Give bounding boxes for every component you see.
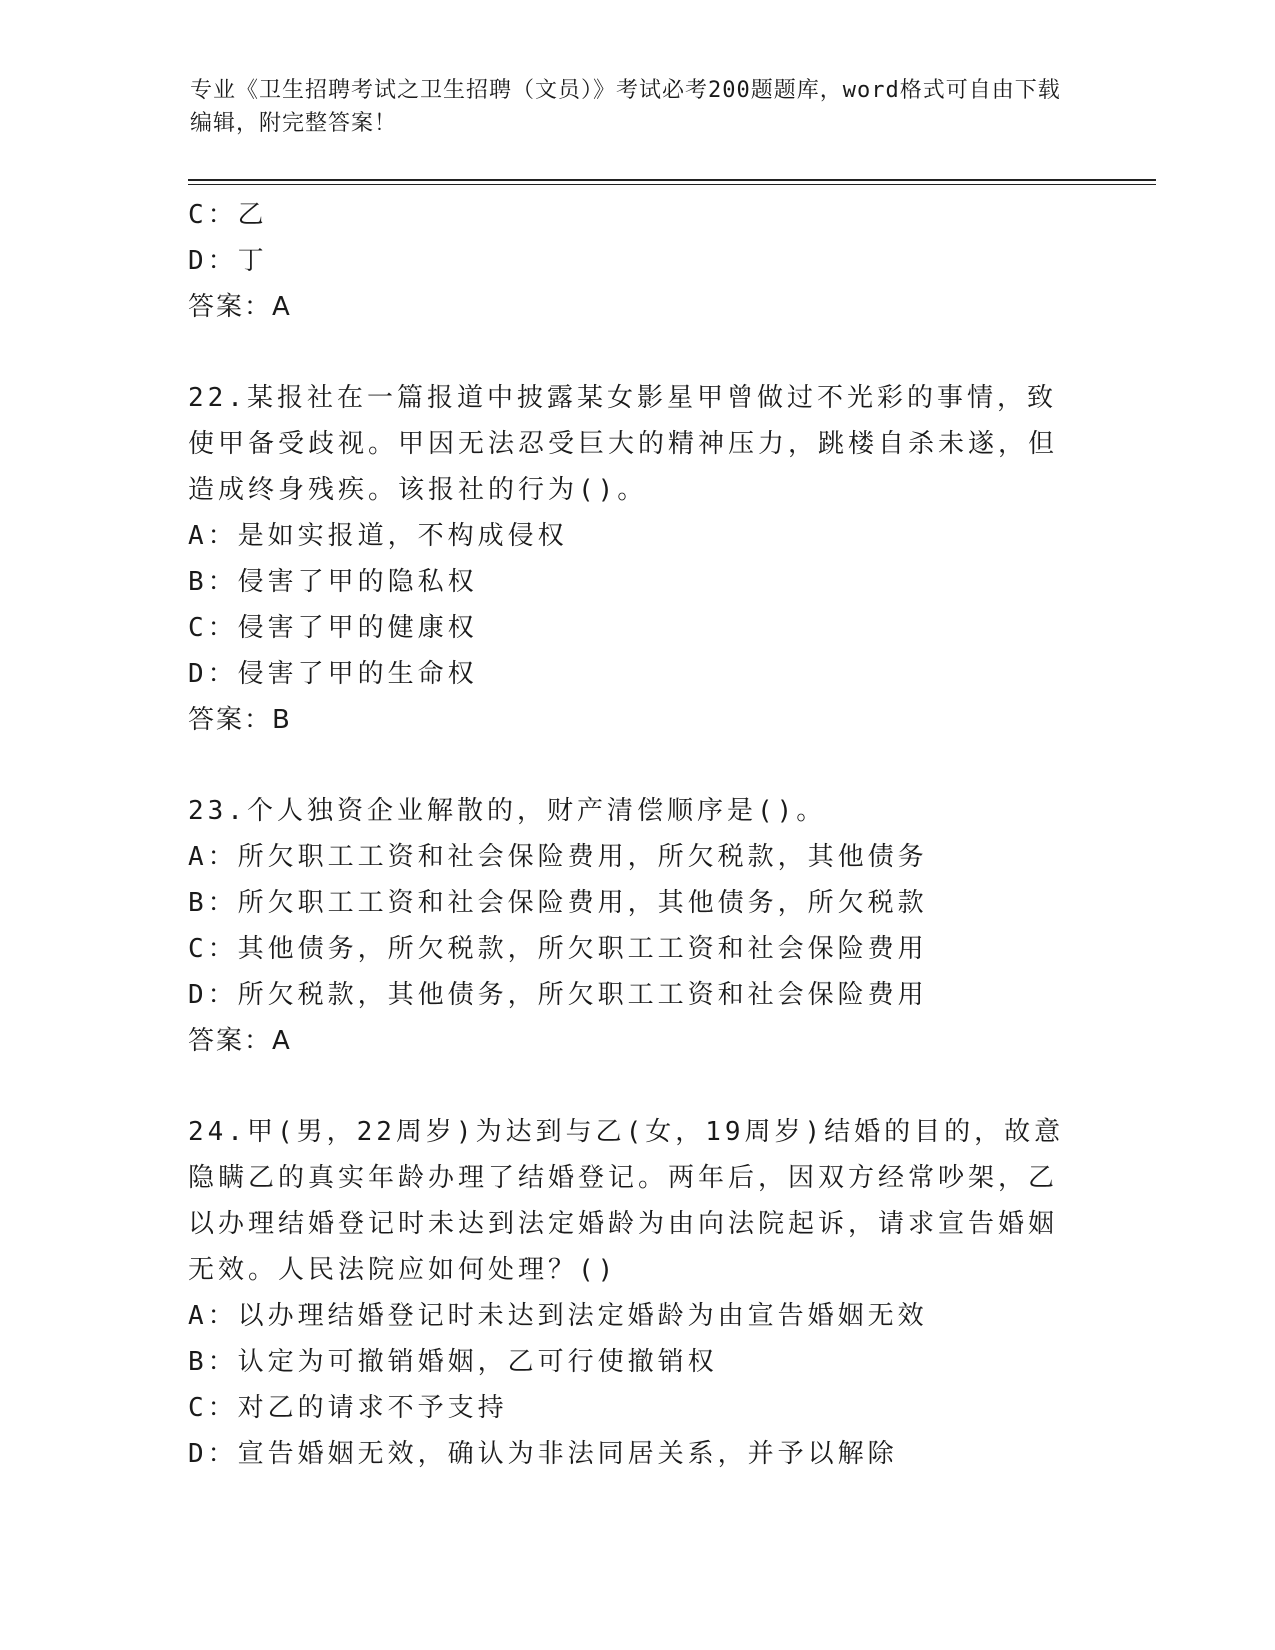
- header-rule-thick: [188, 179, 1156, 181]
- document-body: [188, 192, 1088, 1477]
- option-d: D：所欠税款，其他债务，所欠职工工资和社会保险费用: [188, 980, 928, 1010]
- option-b: B：认定为可撤销婚姻，乙可行使撤销权: [188, 1347, 718, 1377]
- spacer: [188, 743, 1088, 788]
- question-stem: 23.个人独资企业解散的，财产清偿顺序是()。: [188, 796, 827, 826]
- document-header: 专业《卫生招聘考试之卫生招聘（文员）》考试必考200题题库，word格式可自由下载编辑，附完整答案！: [190, 78, 1061, 136]
- option-a: A：以办理结婚登记时未达到法定婚龄为由宣告婚姻无效: [188, 1301, 928, 1331]
- option-d: D：丁: [188, 246, 268, 276]
- question-stem: 24.甲(男，22周岁)为达到与乙(女，19周岁)结婚的目的，故意隐瞒乙的真实年龄办理了结婚登记。两年后，因双方经常吵架，乙以办理结婚登记时未达到法定婚龄为由向法院起诉，请求宣告婚姻无效。人民法院应如何处理？(): [188, 1117, 1065, 1285]
- option-a: A：是如实报道，不构成侵权: [188, 521, 568, 551]
- question-23: [188, 788, 1088, 1064]
- spacer: [188, 1064, 1088, 1109]
- option-c: C：乙: [188, 200, 268, 230]
- question-21-tail: [188, 192, 1088, 330]
- header-rule-thin: [188, 184, 1156, 185]
- question-22: [188, 375, 1088, 743]
- option-d: D：侵害了甲的生命权: [188, 659, 478, 689]
- question-24: [188, 1109, 1088, 1477]
- option-d: D：宣告婚姻无效，确认为非法同居关系，并予以解除: [188, 1439, 898, 1469]
- answer-line: 答案：A: [188, 292, 292, 322]
- option-b: B：所欠职工工资和社会保险费用，其他债务，所欠税款: [188, 888, 928, 918]
- option-c: C：其他债务，所欠税款，所欠职工工资和社会保险费用: [188, 934, 928, 964]
- answer-line: 答案：A: [188, 1026, 292, 1056]
- option-c: C：侵害了甲的健康权: [188, 613, 478, 643]
- option-a: A：所欠职工工资和社会保险费用，所欠税款，其他债务: [188, 842, 928, 872]
- spacer: [188, 330, 1088, 375]
- answer-line: 答案：B: [188, 705, 292, 735]
- question-stem: 22.某报社在一篇报道中披露某女影星甲曾做过不光彩的事情，致使甲备受歧视。甲因无法忍受巨大的精神压力，跳楼自杀未遂，但造成终身残疾。该报社的行为()。: [188, 383, 1059, 505]
- option-b: B：侵害了甲的隐私权: [188, 567, 478, 597]
- option-c: C：对乙的请求不予支持: [188, 1393, 508, 1423]
